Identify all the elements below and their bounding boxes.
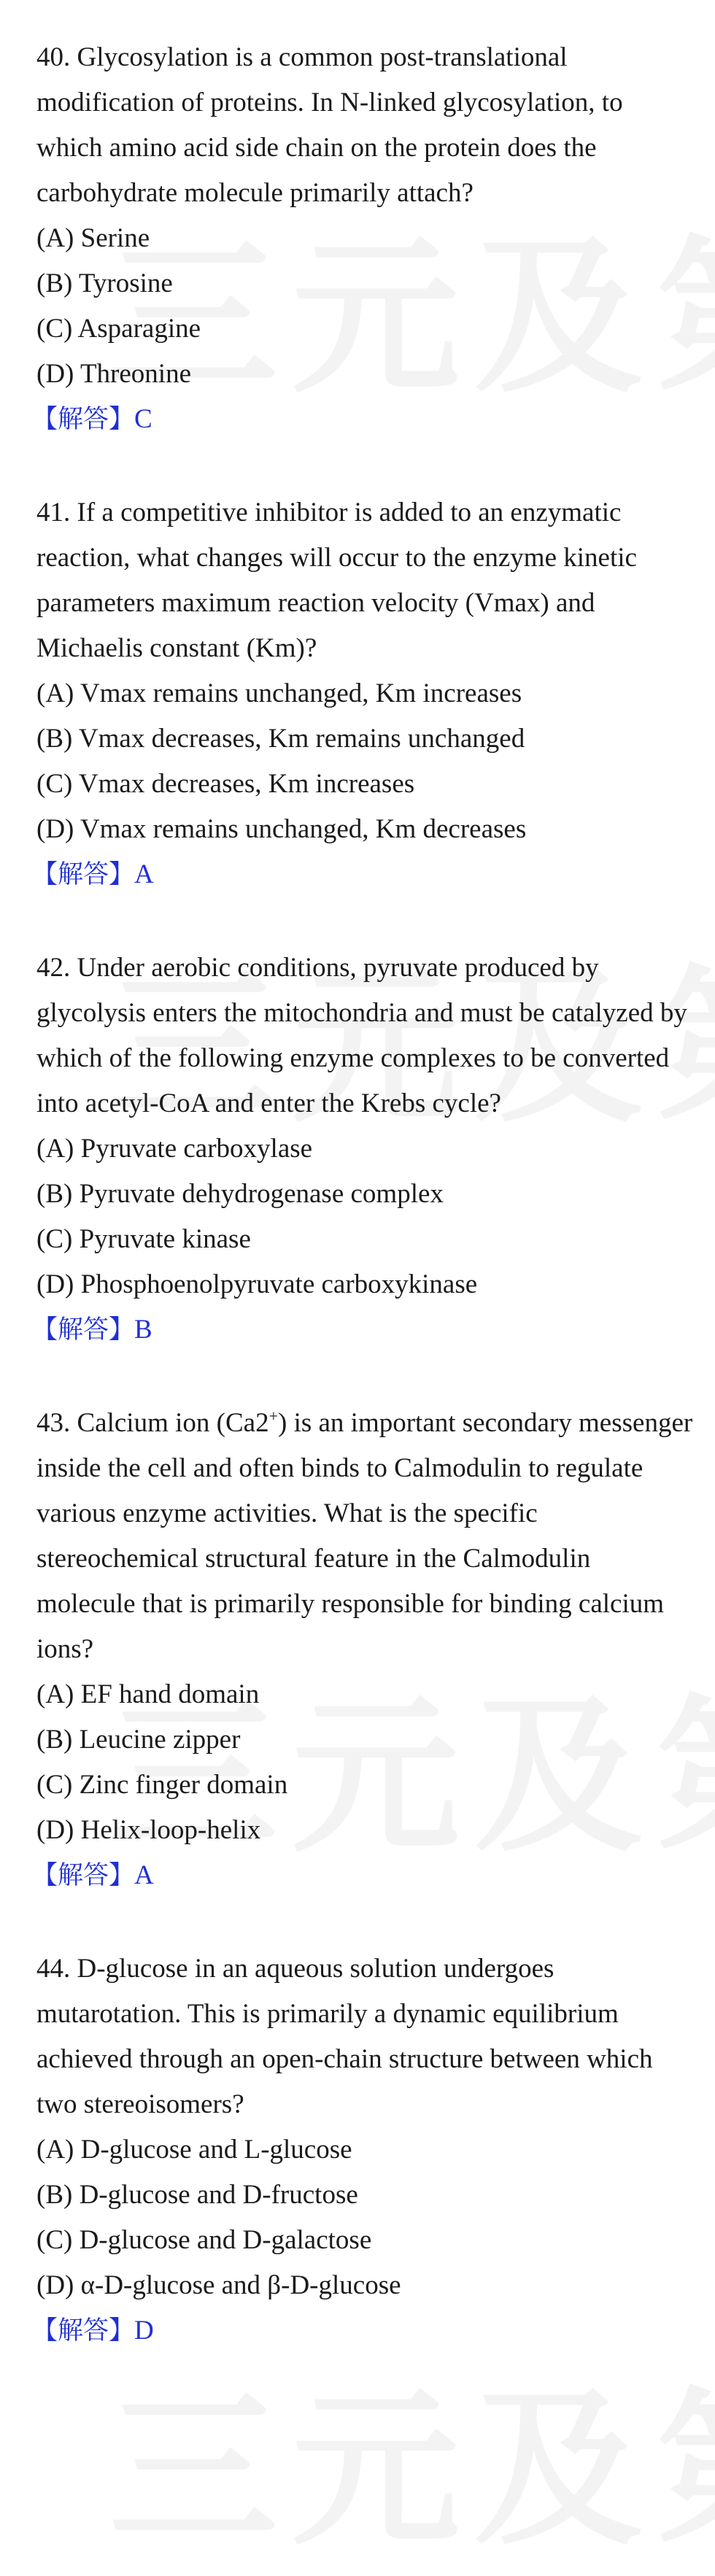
answer-line (32, 852, 693, 897)
option-a: (A) Serine (36, 223, 150, 253)
answer-line (32, 2308, 693, 2353)
option-c: (C) Vmax decreases, Km increases (36, 769, 415, 799)
option-list (36, 216, 693, 397)
option-b: (B) Vmax decreases, Km remains unchanged (36, 724, 525, 754)
question-stem: 44. D-glucose in an aqueous solution undergoes mutarotation. This is primarily a dynamic equilibrium achieved through an open-chain structure between which two stereoisomers? (36, 1954, 653, 2119)
answer-label: 【解答】 (32, 1861, 135, 1890)
answer-value: D (134, 2316, 154, 2345)
answer-label: 【解答】 (32, 860, 135, 889)
question-44 (32, 1946, 693, 2353)
option-d: (D) Phosphoenolpyruvate carboxykinase (36, 1269, 478, 1299)
stem-part: ) is an important secondary messenger inside the cell and often binds to Calmodulin to regulate various enzyme activities. What is the specific stereochemical structural feature in the Calmodulin molecule that is primarily responsible for binding calcium ions? (36, 1408, 693, 1664)
answer-label: 【解答】 (32, 405, 135, 434)
option-b: (B) Tyrosine (36, 268, 173, 298)
option-list (36, 1672, 693, 1853)
superscript-charge: + (268, 1407, 278, 1426)
option-list (36, 1126, 693, 1307)
option-a: (A) EF hand domain (36, 1679, 260, 1709)
stem-part: 43. Calcium ion (Ca2 (36, 1408, 269, 1438)
option-a: (A) D-glucose and L-glucose (36, 2135, 352, 2165)
question-42 (32, 945, 693, 1353)
answer-line (32, 397, 693, 442)
question-list (32, 35, 693, 2402)
question-41 (32, 490, 693, 897)
answer-value: B (134, 1315, 152, 1345)
option-list (36, 671, 693, 852)
question-40 (32, 35, 693, 442)
option-b: (B) D-glucose and D-fructose (36, 2180, 358, 2210)
option-c: (C) Asparagine (36, 314, 201, 344)
answer-label: 【解答】 (32, 1315, 135, 1345)
option-list (36, 2127, 693, 2308)
answer-value: C (134, 404, 152, 434)
option-d: (D) Vmax remains unchanged, Km decreases (36, 814, 527, 844)
option-b: (B) Pyruvate dehydrogenase complex (36, 1179, 444, 1209)
answer-line (32, 1853, 693, 1898)
question-43 (32, 1401, 693, 1898)
option-d: (D) Threonine (36, 359, 191, 389)
option-a: (A) Vmax remains unchanged, Km increases (36, 678, 522, 708)
option-c: (C) D-glucose and D-galactose (36, 2225, 372, 2255)
answer-value: A (134, 859, 154, 889)
question-stem: 42. Under aerobic conditions, pyruvate produced by glycolysis enters the mitochondria and must be catalyzed by which of the following enzyme complexes to be converted into acetyl-CoA and enter the Krebs cycle? (36, 953, 687, 1118)
option-c: (C) Pyruvate kinase (36, 1224, 251, 1254)
answer-value: A (134, 1860, 154, 1890)
option-a: (A) Pyruvate carboxylase (36, 1134, 313, 1164)
option-c: (C) Zinc finger domain (36, 1770, 288, 1800)
question-stem (36, 1401, 693, 1672)
question-stem: 40. Glycosylation is a common post-translational modification of proteins. In N-linked glycosylation, to which amino acid side chain on the protein does the carbohydrate molecule primarily attach? (36, 42, 623, 208)
option-b: (B) Leucine zipper (36, 1725, 241, 1755)
answer-label: 【解答】 (32, 2316, 135, 2345)
answer-line (32, 1307, 693, 1353)
question-stem: 41. If a competitive inhibitor is added to an enzymatic reaction, what changes will occur to the enzyme kinetic parameters maximum reaction velocity (Vmax) and Michaelis constant (Km)? (36, 498, 637, 663)
option-d: (D) Helix-loop-helix (36, 1815, 261, 1845)
option-d: (D) α-D-glucose and β-D-glucose (36, 2270, 401, 2300)
